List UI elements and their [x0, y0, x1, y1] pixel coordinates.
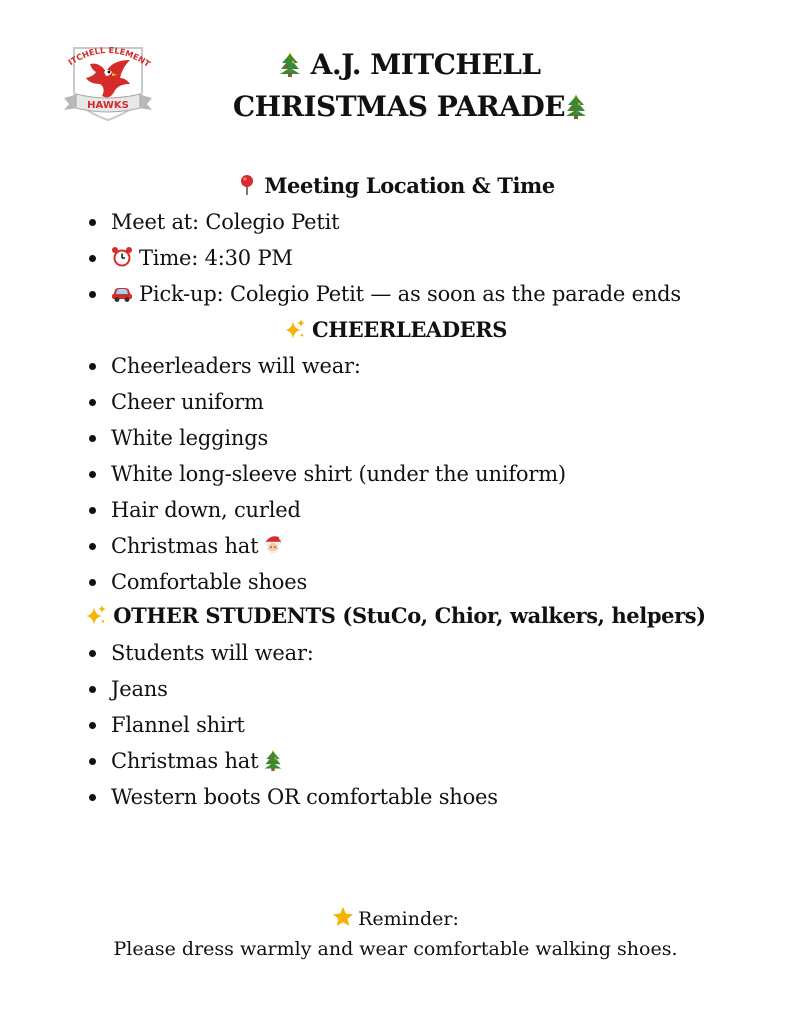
logo-school-name: ITCHELL ELEMENT [66, 44, 152, 69]
sparkles-icon [85, 604, 107, 626]
santa-icon [262, 531, 284, 553]
cheerleaders-heading [0, 315, 791, 345]
car-icon [111, 279, 133, 301]
list-item: Pick-up: Colegio Petit — as soon as the parade ends [86, 276, 681, 312]
list-item: Comfortable shoes [86, 564, 566, 600]
other-students-heading [0, 601, 791, 631]
alarm-clock-icon [111, 243, 133, 265]
page-title [180, 44, 640, 128]
reminder-label-text: Reminder: [358, 908, 459, 930]
location-pin-icon [236, 174, 258, 196]
list-item: Cheerleaders will wear: [86, 348, 566, 384]
other-students-list [86, 635, 498, 815]
sparkles-icon [284, 318, 306, 340]
title-line-1: A.J. MITCHELL [310, 48, 541, 81]
list-item: Christmas hat [86, 528, 566, 564]
list-item: Cheer uniform [86, 384, 566, 420]
christmas-tree-icon [279, 47, 301, 73]
cheerleaders-list [86, 348, 566, 600]
list-item: Christmas hat [86, 743, 498, 779]
christmas-tree-icon [262, 746, 284, 768]
meeting-heading [0, 171, 791, 201]
reminder-label [0, 904, 791, 934]
school-logo [60, 42, 156, 122]
reminder-text: Please dress warmly and wear comfortable walking shoes. [113, 938, 678, 960]
list-item: Time: 4:30 PM [86, 240, 681, 276]
list-item: Western boots OR comfortable shoes [86, 779, 498, 815]
meeting-heading-text: Meeting Location & Time [264, 173, 555, 198]
meeting-list [86, 204, 681, 312]
list-item: Jeans [86, 671, 498, 707]
logo-mascot: HAWKS [87, 100, 129, 111]
list-item: White long-sleeve shirt (under the uniform) [86, 456, 566, 492]
star-icon [332, 906, 354, 928]
other-students-heading-text: OTHER STUDENTS (StuCo, Chior, walkers, helpers) [113, 603, 706, 628]
title-line-2: CHRISTMAS PARADE [232, 90, 566, 123]
list-item: Hair down, curled [86, 492, 566, 528]
list-item: Students will wear: [86, 635, 498, 671]
list-item: Meet at: Colegio Petit [86, 204, 681, 240]
christmas-tree-icon [565, 89, 587, 115]
list-item: White leggings [86, 420, 566, 456]
list-item: Flannel shirt [86, 707, 498, 743]
cheerleaders-heading-text: CHEERLEADERS [311, 317, 508, 342]
